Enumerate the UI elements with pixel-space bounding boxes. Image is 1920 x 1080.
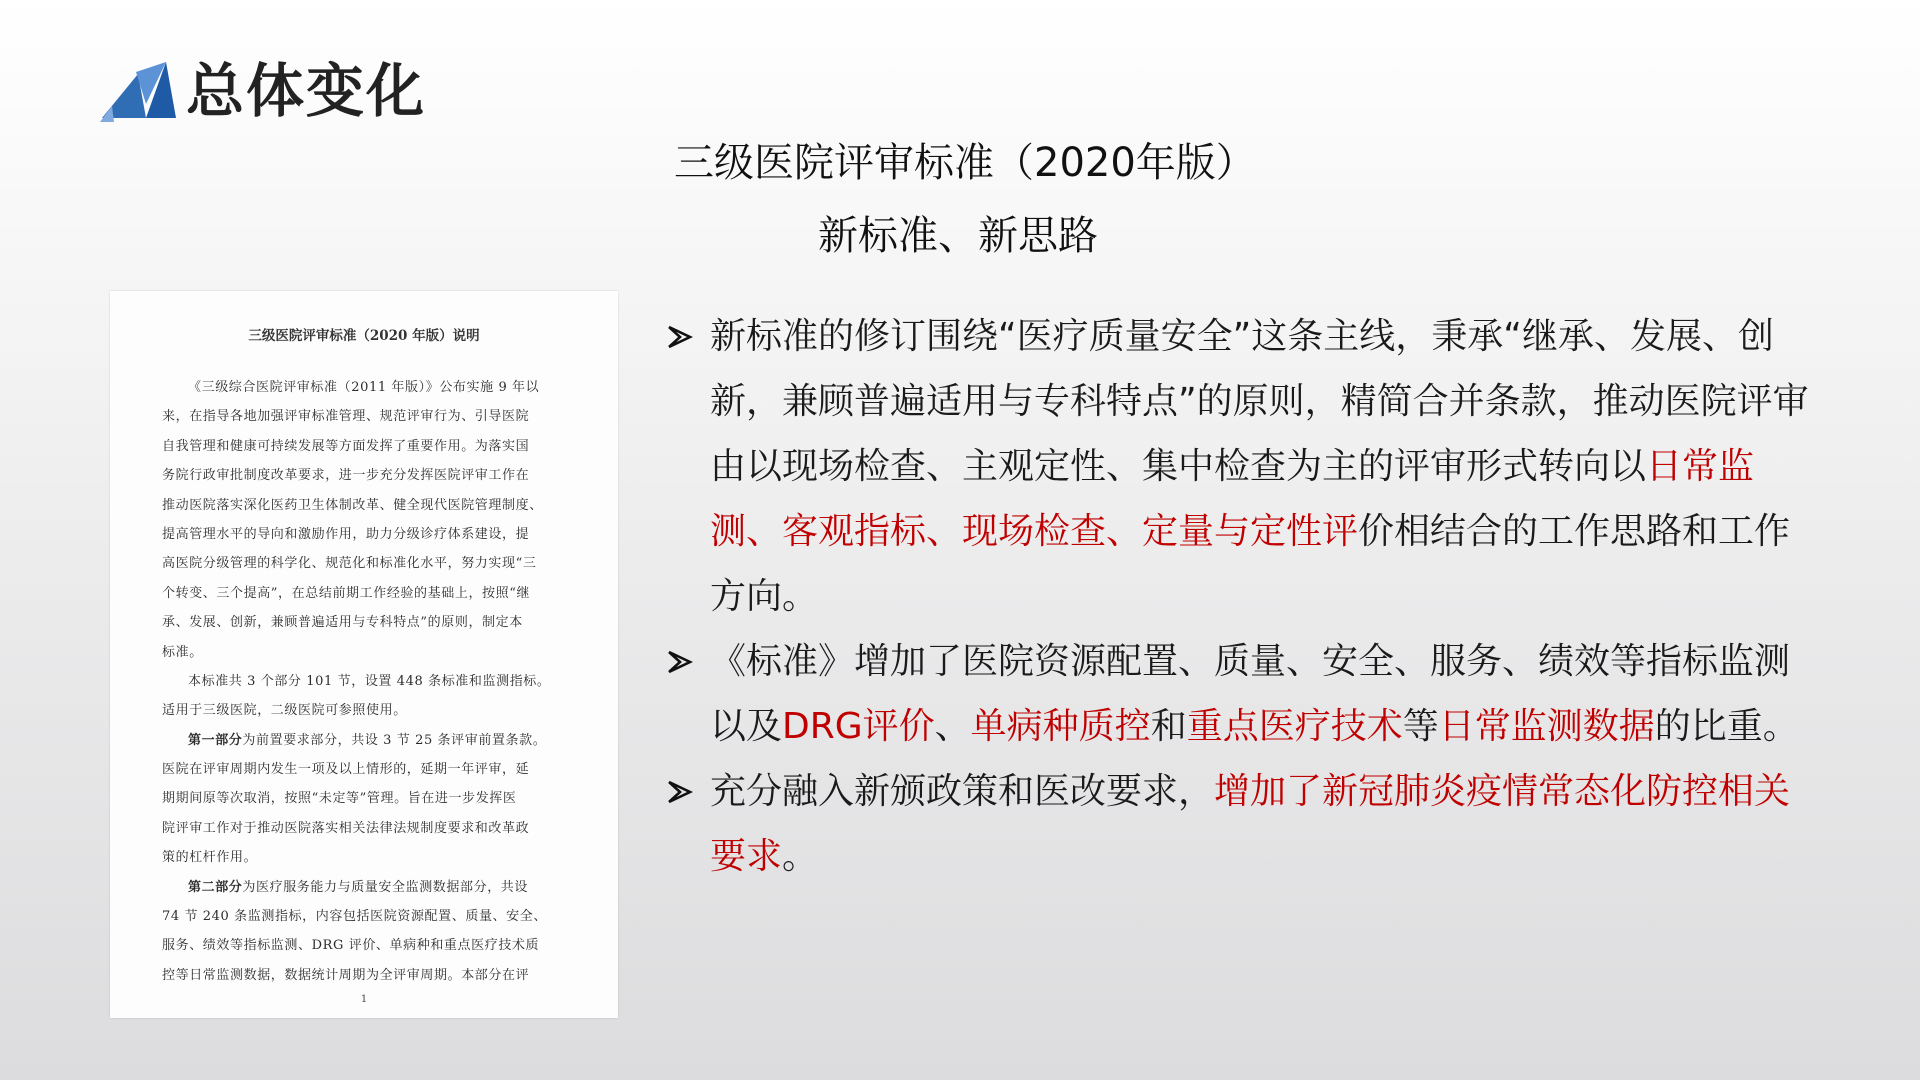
triangle-logo-icon bbox=[100, 60, 180, 122]
scan-line: 医院在评审周期内发生一项及以上情形的，延期一年评审，延 bbox=[162, 762, 530, 778]
document-title: 三级医院评审标准（2020年版） bbox=[674, 140, 1256, 186]
part1-label: 第一部分 bbox=[188, 732, 243, 748]
highlight-text: 日常监测、客观指标、现场检查、定量与定性评 bbox=[710, 446, 1755, 552]
scan-line bbox=[162, 726, 578, 755]
scan-line: 个转变、三个提高”，在总结前期工作经验的基础上，按照“继 bbox=[162, 585, 531, 601]
scan-line: 院评审工作对于推动医院落实相关法律法规制度要求和改革政 bbox=[162, 820, 530, 836]
scan-line: 标准。 bbox=[162, 644, 203, 660]
highlight-text: DRG评价 bbox=[782, 706, 935, 747]
document-subtitle: 新标准、新思路 bbox=[818, 213, 1098, 259]
arrow-bullet-icon bbox=[666, 324, 694, 350]
highlight-text: 日常监测数据 bbox=[1438, 706, 1655, 747]
scan-line: 《三级综合医院评审标准（2011 年版）》公布实施 9 年以 bbox=[188, 380, 540, 395]
part2-label: 第二部分 bbox=[188, 879, 243, 895]
bullet-text: 。 bbox=[782, 836, 819, 877]
scan-line: 高医院分级管理的科学化、规范化和标准化水平，努力实现“三 bbox=[162, 556, 537, 572]
scanned-document-page bbox=[110, 291, 618, 1018]
scan-line: 本标准共 3 个部分 101 节，设置 448 条标准和监测指标。 bbox=[188, 673, 551, 689]
arrow-bullet-icon bbox=[666, 649, 694, 675]
bullet-item bbox=[662, 304, 1822, 629]
scan-page-number: 1 bbox=[360, 994, 368, 1005]
scan-line: 提高管理水平的导向和激励作用，助力分级诊疗体系建设，提 bbox=[162, 526, 530, 542]
scan-line: 策的杠杆作用。 bbox=[162, 850, 258, 866]
bullet-text: 《标准》增加了医院资源配置、质量、安全、服务、绩效等指标监测以及 bbox=[710, 641, 1791, 747]
bullet-item bbox=[662, 759, 1822, 889]
arrow-bullet-icon bbox=[666, 779, 694, 805]
highlight-text: 单病种质控 bbox=[970, 706, 1151, 747]
scan-line: 74 节 240 条监测指标，内容包括医院资源配置、质量、安全、 bbox=[162, 909, 547, 925]
scan-line: 自我管理和健康可持续发展等方面发挥了重要作用。为落实国 bbox=[162, 438, 530, 454]
scan-line: 来，在指导各地加强评审标准管理、规范评审行为、引导医院 bbox=[162, 409, 530, 425]
highlight-text: 重点医疗技术 bbox=[1186, 706, 1403, 747]
scan-line: 承、发展、创新，兼顾普遍适用与专科特点”的原则，制定本 bbox=[162, 615, 523, 631]
scan-title: 三级医院评审标准（2020 年版）说明 bbox=[248, 328, 480, 344]
bullet-text: 的比重。 bbox=[1654, 706, 1799, 747]
page-title: 总体变化 bbox=[186, 57, 427, 125]
scan-line: 服务、绩效等指标监测、DRG 评价、单病种和重点医疗技术质 bbox=[162, 938, 540, 954]
bullet-item bbox=[662, 629, 1822, 759]
scan-line: 适用于三级医院，二级医院可参照使用。 bbox=[162, 703, 407, 719]
scan-line-text: 为医疗服务能力与质量安全监测数据部分，共设 bbox=[242, 879, 529, 895]
bullet-list bbox=[662, 304, 1822, 889]
scan-line bbox=[162, 873, 578, 902]
bullet-text: 价相结合的工作思路和工作方向。 bbox=[710, 511, 1791, 617]
scan-line: 控等日常监测数据，数据统计周期为全评审周期。本部分在评 bbox=[162, 967, 530, 983]
scan-line: 推动医院落实深化医药卫生体制改革、健全现代医院管理制度、 bbox=[162, 497, 543, 513]
scan-line: 务院行政审批制度改革要求，进一步充分发挥医院评审工作在 bbox=[162, 468, 530, 484]
bullet-text: 和 bbox=[1150, 706, 1187, 747]
highlight-text: 增加了新冠肺炎疫情常态化防控相关要求 bbox=[710, 771, 1791, 877]
bullet-text: 、 bbox=[934, 706, 971, 747]
bullet-text: 等 bbox=[1402, 706, 1439, 747]
scan-line: 期期间原等次取消，按照“未定等”管理。旨在进一步发挥医 bbox=[162, 791, 517, 807]
bullet-text: 充分融入新颁政策和医改要求， bbox=[710, 771, 1215, 812]
bullet-text: 新标准的修订围绕“医疗质量安全”这条主线，秉承“继承、发展、创新，兼顾普遍适用与专科特点”的原则，精简合并条款，推动医院评审由以现场检查、主观定性、集中检查为主的评审形式转向以 bbox=[710, 316, 1809, 487]
scan-line-text: 为前置要求部分，共设 3 节 25 条评审前置条款。 bbox=[242, 732, 547, 748]
scan-body bbox=[162, 373, 578, 990]
